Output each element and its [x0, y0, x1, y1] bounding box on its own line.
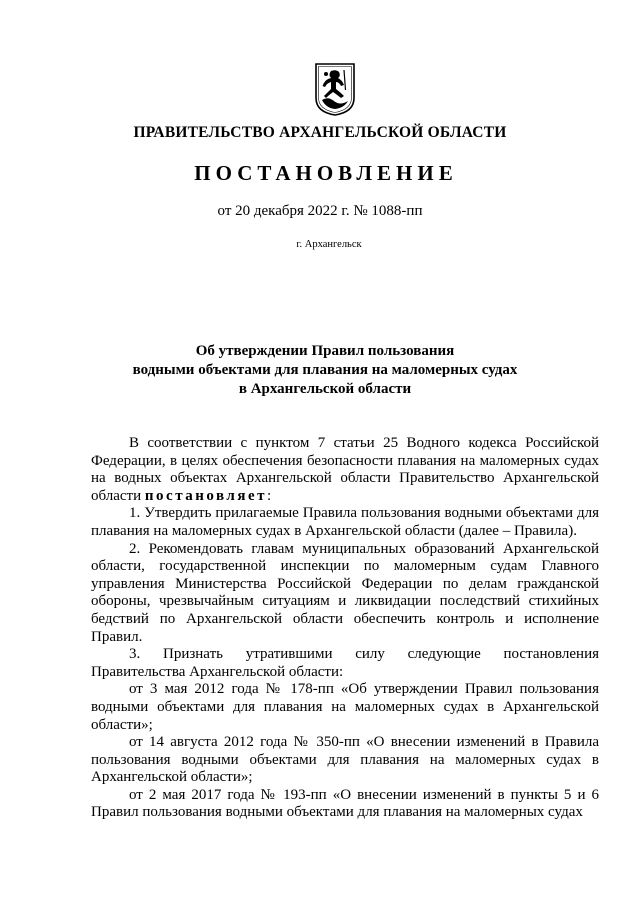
coat-of-arms-emblem — [314, 62, 356, 116]
paragraph-item-3b: от 14 августа 2012 года № 350-пп «О внесении изменений в Правила пользования водными объектами для плавания на маломерных судах в Архангельской области»; — [91, 734, 599, 786]
document-body — [91, 435, 599, 822]
paragraph-item-3: 3. Признать утратившими силу следующие постановления Правительства Архангельской области: — [91, 646, 599, 680]
paragraph-item-2: 2. Рекомендовать главам муниципальных образований Архангельской области, государственной инспекции по маломерным судам Главного управления Министерства Российской Федерации по делам гражданской обороны, чрезвычайным ситуациям и ликвидации последствий стихийных бедствий по Архангельской области обеспечить контроль и исполнение Правил. — [91, 540, 599, 645]
preamble-paragraph: В соответствии с пунктом 7 статьи 25 Водного кодекса Российской Федерации, в целях обеспечения безопасности плавания на маломерных судах на водных объектах Архангельской области Правительство Архангельской области постановляет: — [91, 435, 599, 504]
document-date-number: от 20 декабря 2022 г. № 1088-пп — [217, 203, 423, 219]
document-type-heading: ПОСТАНОВЛЕНИЕ — [194, 161, 458, 185]
paragraph-item-1: 1. Утвердить прилагаемые Правила пользования водными объектами для плавания на маломерных судах в Архангельской области (далее – Правила). — [91, 505, 599, 539]
resolves-word: постановляет — [144, 487, 267, 504]
organization-name: ПРАВИТЕЛЬСТВО АРХАНГЕЛЬСКОЙ ОБЛАСТИ — [133, 124, 507, 141]
preamble-text: В соответствии с пунктом 7 статьи 25 Водного кодекса Российской Федерации, в целях обеспечения безопасности плавания на маломерных судах на водных объектах Архангельской области Правительство Архангельской области — [91, 435, 599, 504]
document-title — [0, 342, 640, 399]
title-line: Об утверждении Правил пользования — [195, 343, 455, 359]
paragraph-item-3a: от 3 мая 2012 года № 178-пп «Об утверждении Правил пользования водными объектами для плавания на маломерных судах в Архангельской области»; — [91, 681, 599, 733]
document-city: г. Архангельск — [296, 239, 362, 250]
title-line: водными объектами для плавания на маломерных судах — [132, 362, 518, 378]
paragraph-item-3c: от 2 мая 2017 года № 193-пп «О внесении изменений в пункты 5 и 6 Правил пользования водными объектами для плавания на маломерных судах — [91, 786, 599, 821]
title-line: в Архангельской области — [238, 381, 412, 397]
